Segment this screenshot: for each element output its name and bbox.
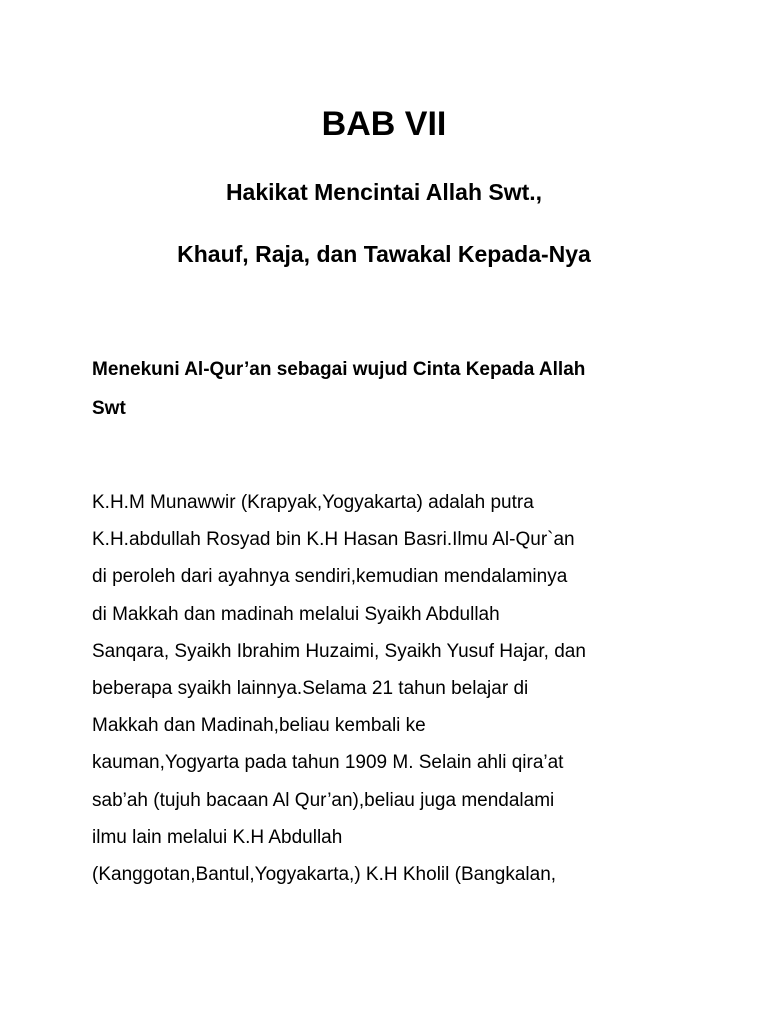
paragraph-line: beberapa syaikh lainnya.Selama 21 tahun belajar di [92,678,529,700]
paragraph-line: (Kanggotan,Bantul,Yogyakarta,) K.H Kholil (Bangkalan, [92,864,557,886]
section-heading-line: Menekuni Al-Qur’an sebagai wujud Cinta Kepada Allah [92,359,586,380]
section-heading [92,350,682,428]
section-heading-line: Swt [92,398,126,419]
paragraph-line: Makkah dan Madinah,beliau kembali ke [92,715,426,737]
chapter-label: BAB VII [321,105,447,143]
paragraph-line: K.H.abdullah Rosyad bin K.H Hasan Basri.Ilmu Al-Qur`an [92,529,575,551]
paragraph-line: kauman,Yogyarta pada tahun 1909 M. Selain ahli qira’at [92,752,564,774]
chapter-title-line-2: Khauf, Raja, dan Tawakal Kepada-Nya [177,241,591,267]
paragraph-line: sab’ah (tujuh bacaan Al Qur’an),beliau juga mendalami [92,789,555,811]
paragraph-line: di peroleh dari ayahnya sendiri,kemudian mendalaminya [92,566,568,588]
body-paragraph [92,484,692,893]
paragraph-line: ilmu lain melalui K.H Abdullah [92,826,343,848]
paragraph-line: Sanqara, Syaikh Ibrahim Huzaimi, Syaikh Yusuf Hajar, dan [92,640,586,662]
paragraph-line: di Makkah dan madinah melalui Syaikh Abdullah [92,603,500,625]
paragraph-line: K.H.M Munawwir (Krapyak,Yogyakarta) adalah putra [92,492,534,513]
chapter-title-line-1: Hakikat Mencintai Allah Swt., [225,179,543,205]
